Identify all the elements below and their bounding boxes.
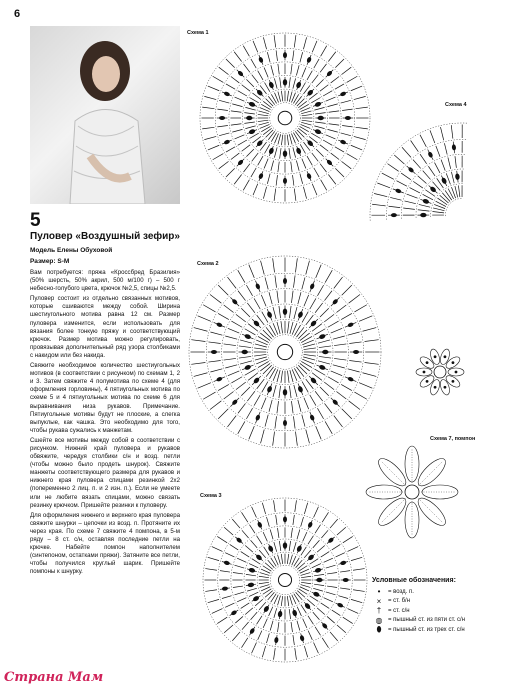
double-crochet-icon: † [376,606,382,616]
legend-label: = пышный ст. из трех ст. с/н [388,626,465,633]
scheme-1-label: Схема 1 [187,30,209,36]
puff-three-icon: ⬮ [376,624,382,634]
legend-item [372,587,507,597]
legend-item [372,625,507,635]
scheme-2-diagram [189,256,381,448]
scheme-3-label: Схема 3 [200,493,222,499]
legend [372,577,507,635]
scheme-7-label: Схема 7, помпон [430,436,476,442]
legend-label: = ст. с/н [388,607,410,614]
pattern-number: 5 [30,210,41,231]
chain-stitch-icon: • [377,587,381,597]
legend-label: = возд. п. [388,588,414,595]
scheme-4-diagram [370,123,468,221]
legend-label: = ст. б/н [388,598,411,605]
paragraph-overview: Пуловер состоит из отдельно связанных мотивов, которые сшиваются между собой. Ширина шестиугольного мотива равна 12 см. Размер пуловера изменится, если использовать для вязания более тонкую пряжу и соответствующий крючок. Размер мотива можно регулировать, провязывая дополнительный ряд узора столбиками с накидом или без накида. [30,295,180,359]
model-author: Модель Елены Обуховой [30,247,113,254]
paragraph-finishing: Для оформления нижнего и верхнего края пуловера свяжите шнурки – цепочки из возд. п. Протяните их через края. По схеме 7 свяжите 4 помпона, в 5-м ряду – 8 ст. с/н, оставляя последние петли на крючке. Набейте помпон наполнителем (синтепоном, остатками пряжи). Затяните все петли, чтобы получился круглый шарик. Пришейте помпоны к шнурку. [30,511,180,576]
legend-label: = пышный ст. из пяти ст. с/н [388,617,466,624]
paragraph-assembly: Сшейте все мотивы между собой в соответствии с рисунком. Нижний край пуловера и рукавов обвяжите, чередуя столбики с/н и возд. петли (чтобы можно было продеть шнурок). Свяжите манжеты соответствующего размера для рукавов и нижнего края пуловера спицами резинкой 2х2 (попеременно 2 лиц. п. и 2 изн. п.). Если не умеете или не любите вязать спицами, можно связать резинку крючком. Пришейте резинки к пуловеру. [30,436,180,509]
legend-title: Условные обозначения: [372,577,456,584]
scheme-3-diagram [203,498,367,662]
small-flower-diagram [416,348,464,396]
scheme-4-label: Схема 4 [445,102,467,108]
size-info: Размер: S-M [30,258,70,265]
legend-item [372,616,507,626]
watermark-logo: Страна Мам [4,670,104,685]
puff-five-icon: ◍ [375,615,383,625]
scheme-1-diagram [200,33,370,203]
page-number: 6 [14,8,21,20]
paragraph-materials: Вам потребуется: пряжа «Кроссбред Бразилия» (50% шерсть, 50% акрил, 500 м/100 г) – 500 г небесно-голубого цвета, крючок №2,5, спицы №2,5. [30,269,180,293]
scheme-2-label: Схема 2 [197,261,219,267]
paragraph-motifs: Свяжите необходимое количество шестиугольных мотивов (в соответствии с рисунком) по схемам 1, 2 и 3. Затем свяжите 4 полумотива по схеме 4 (для оформления горловины), 4 пятиугольных мотива по схеме 5 и 4 пятиугольных мотива по схеме 6 для выравнивания низа рукавов. Примечание. Пятиугольные мотивы будут не плоские, а слегка выпуклые, как чашка. Это необходимо для того, чтобы рукава сужались к манжетам. [30,362,180,434]
single-crochet-icon: × [376,596,382,606]
scheme-7-pompom-diagram [366,446,458,538]
legend-item [372,597,507,607]
legend-item [372,606,507,616]
pattern-title: Пуловер «Воздушный зефир» [30,231,180,242]
